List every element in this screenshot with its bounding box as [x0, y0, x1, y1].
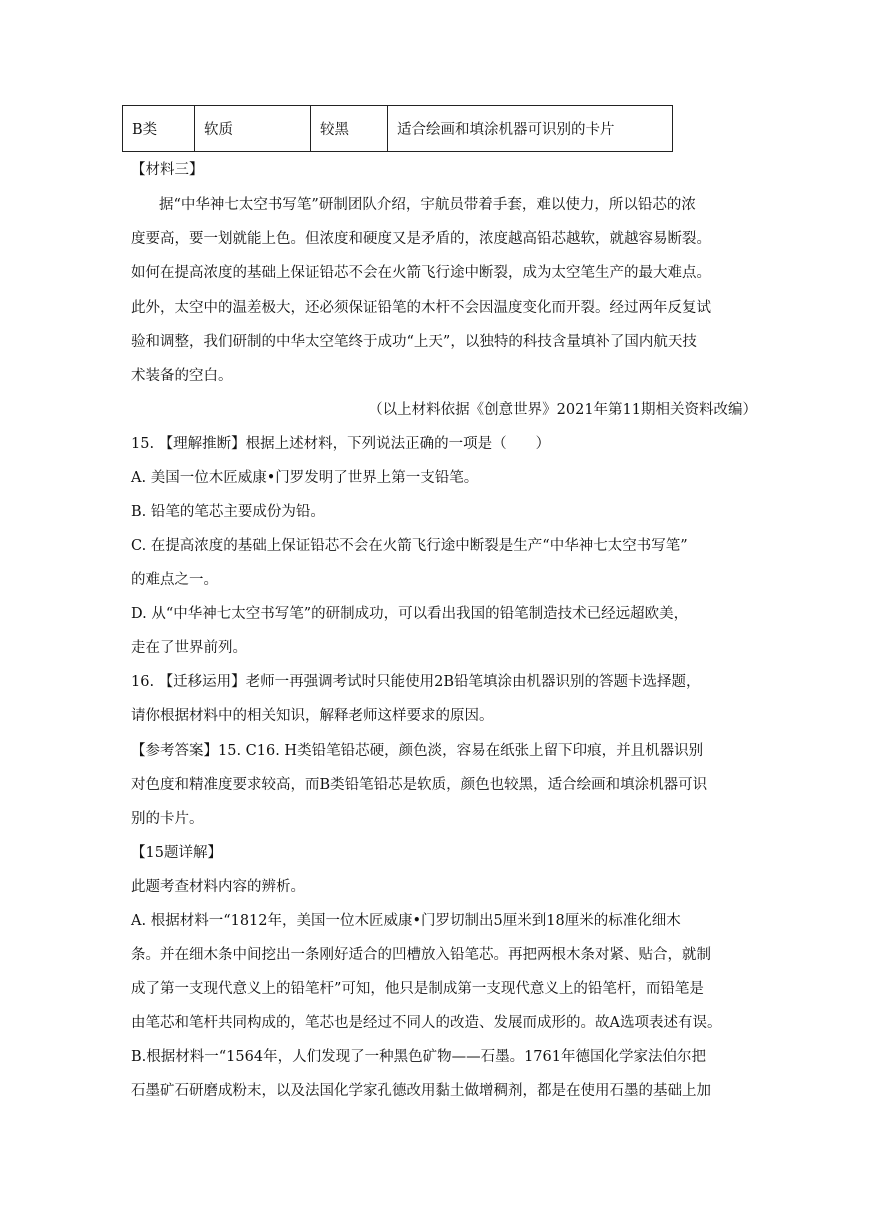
option-c: C. 在提高浓度的基础上保证铅芯不会在火箭飞行途中断裂是生产“中华神七太空书写笔” [131, 538, 688, 554]
material3-line: 如何在提高浓度的基础上保证铅芯不会在火箭飞行途中断裂，成为太空笔生产的最大难点。 [131, 265, 711, 281]
option-b: B. 铅笔的笔芯主要成份为铅。 [131, 504, 325, 520]
detail-b-line: B.根据材料一“1564年，人们发现了一种黑色矿物——石墨。1761年德国化学家法伯尔把 [131, 1049, 706, 1065]
material3-line: 此外，太空中的温差极大，还必须保证铅笔的木杆不会因温度变化而开裂。经过两年反复试 [131, 300, 711, 316]
material3-heading: 【材料三】 [131, 162, 204, 178]
detail-b-line: 石墨矿石研磨成粉末，以及法国化学家孔德改用黏土做增稠剂，都是在使用石墨的基础上加 [131, 1083, 711, 1099]
detail-a-line: 条。并在细木条中间挖出一条刚好适合的凹槽放入铅笔芯。再把两根木条对紧、贴合，就制 [131, 947, 711, 963]
table-cell-usage: 适合绘画和填涂机器可识别的卡片 [388, 106, 673, 152]
table-cell-type: B类 [123, 106, 195, 152]
table-row [123, 106, 673, 152]
material3-line: 术装备的空白。 [131, 368, 233, 384]
reference-answer-cont: 别的卡片。 [131, 811, 204, 827]
detail-a-line: 由笔芯和笔杆共同构成的，笔芯也是经过不同人的改造、发展而成形的。故A选项表述有误。 [131, 1015, 722, 1031]
table-cell-hardness: 软质 [195, 106, 311, 152]
material3-line: 度要高，要一划就能上色。但浓度和硬度又是矛盾的，浓度越高铅芯越软，就越容易断裂。 [131, 231, 711, 247]
material3-line: 据“中华神七太空书写笔”研制团队介绍，宇航员带着手套，难以使力，所以铅芯的浓 [159, 197, 696, 213]
material3-source: （以上材料依据《创意世界》2021年第11期相关资料改编） [368, 402, 757, 418]
option-d-cont: 走在了世界前列。 [131, 640, 247, 656]
table-cell-color: 较黑 [311, 106, 388, 152]
detail-a-line: A. 根据材料一“1812年，美国一位木匠威康•门罗切制出5厘米到18厘米的标准化细木 [131, 913, 681, 929]
question-16-stem: 16. 【迁移运用】老师一再强调考试时只能使用2B铅笔填涂由机器识别的答题卡选择题， [131, 674, 701, 690]
reference-answer: 【参考答案】15. C16. H类铅笔铅芯硬，颜色淡，容易在纸张上留下印痕，并且机器识别 [131, 743, 704, 759]
reference-answer-cont: 对色度和精准度要求较高，而B类铅笔铅芯是软质，颜色也较黑，适合绘画和填涂机器可识 [131, 777, 708, 793]
question-16-stem-cont: 请你根据材料中的相关知识，解释老师这样要求的原因。 [131, 708, 494, 724]
option-d: D. 从“中华神七太空书写笔”的研制成功，可以看出我国的铅笔制造技术已经远超欧美， [131, 606, 689, 622]
question-15-stem: 15. 【理解推断】根据上述材料，下列说法正确的一项是（ ） [131, 436, 551, 452]
detail-15-intro: 此题考查材料内容的辨析。 [131, 879, 305, 895]
option-a: A. 美国一位木匠威康•门罗发明了世界上第一支铅笔。 [131, 470, 479, 486]
detail-a-line: 成了第一支现代意义上的铅笔杆”可知，他只是制成第一支现代意义上的铅笔杆，而铅笔是 [131, 981, 704, 997]
material3-line: 验和调整，我们研制的中华太空笔终于成功“上天”，以独特的科技含量填补了国内航天技 [131, 334, 697, 350]
option-c-cont: 的难点之一。 [131, 572, 218, 588]
pencil-type-table [122, 105, 673, 152]
detail-15-heading: 【15题详解】 [131, 845, 222, 861]
